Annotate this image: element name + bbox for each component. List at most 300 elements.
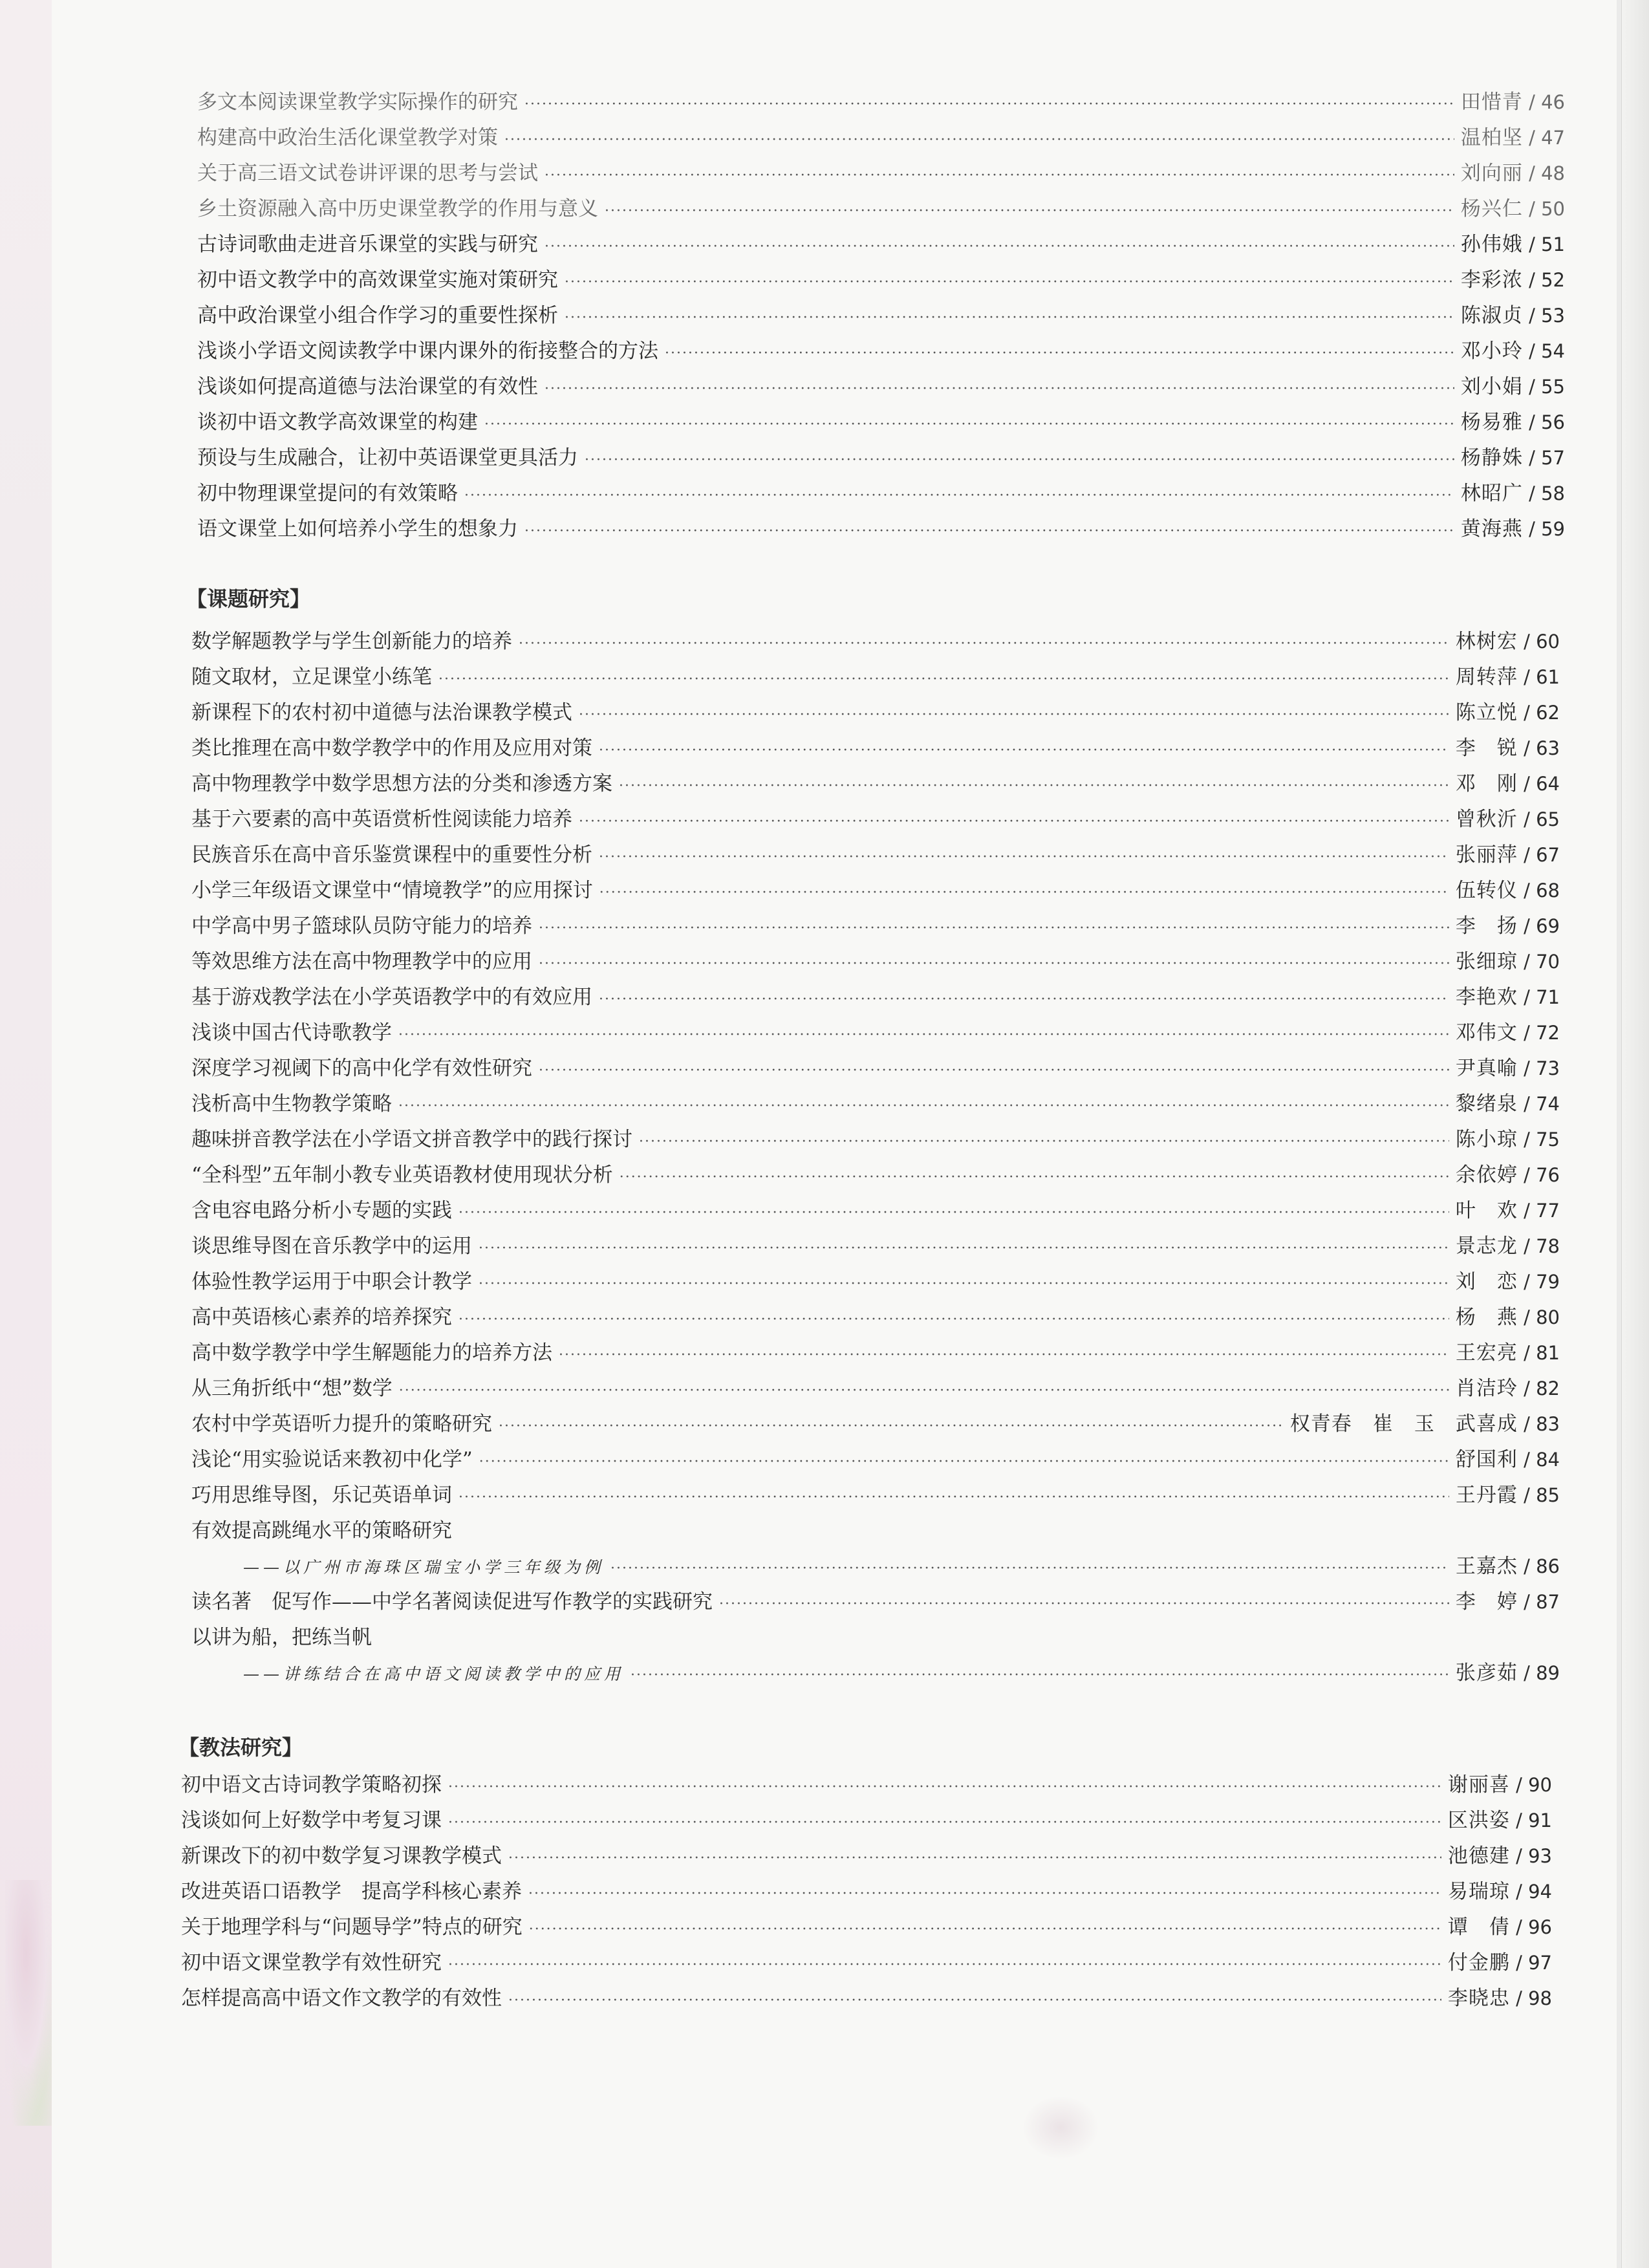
dot-leader bbox=[599, 986, 1449, 1014]
toc-entry bbox=[197, 159, 1565, 190]
entry-author: 杨兴仁 bbox=[1460, 197, 1523, 221]
entry-page-number: 90 bbox=[1528, 1774, 1552, 1796]
entry-author: 李彩浓 bbox=[1460, 268, 1523, 292]
entry-title: 有效提高跳绳水平的策略研究 bbox=[191, 1519, 452, 1542]
entry-author-page bbox=[1456, 947, 1560, 976]
entry-author-page bbox=[1456, 663, 1560, 691]
page-separator: / bbox=[1517, 631, 1536, 653]
entry-author: 杨静姝 bbox=[1460, 446, 1523, 470]
page-separator: / bbox=[1509, 1881, 1529, 1903]
entry-title: 初中语文古诗词教学策略初探 bbox=[181, 1773, 442, 1797]
toc-entry bbox=[191, 947, 1560, 978]
entry-author: 李 婷 bbox=[1455, 1590, 1518, 1614]
toc-entry bbox=[181, 1913, 1552, 1944]
entry-title: 谈思维导图在音乐教学中的运用 bbox=[191, 1235, 472, 1258]
entry-author: 权青春 崔 玉 武喜成 bbox=[1289, 1412, 1518, 1436]
entry-author: 尹真喻 bbox=[1455, 1057, 1518, 1080]
entry-author: 李晓忠 bbox=[1447, 1987, 1510, 2010]
toc-entry bbox=[181, 1984, 1552, 2015]
entry-title: 谈初中语文教学高效课堂的构建 bbox=[197, 411, 478, 434]
dot-leader bbox=[579, 808, 1449, 836]
entry-author-page bbox=[1456, 983, 1560, 1011]
entry-author-page bbox=[1456, 1481, 1560, 1509]
entry-page-number: 55 bbox=[1541, 376, 1565, 398]
toc-entry bbox=[191, 1303, 1560, 1334]
page-separator: / bbox=[1517, 1484, 1536, 1506]
page-separator: / bbox=[1517, 1200, 1536, 1222]
dot-leader bbox=[579, 701, 1449, 729]
toc-entry bbox=[191, 1410, 1560, 1441]
entry-title: 初中语文教学中的高效课堂实施对策研究 bbox=[197, 268, 558, 292]
entry-author-page bbox=[1456, 805, 1560, 834]
dot-leader bbox=[458, 1199, 1449, 1227]
toc-entry bbox=[191, 805, 1560, 836]
entry-page-number: 85 bbox=[1536, 1484, 1560, 1506]
entry-author: 温柏坚 bbox=[1460, 126, 1523, 149]
entry-author-page bbox=[1461, 124, 1565, 152]
dot-leader bbox=[479, 1448, 1449, 1476]
dot-leader bbox=[399, 1377, 1449, 1405]
toc-entry bbox=[191, 663, 1560, 694]
page-separator: / bbox=[1517, 1449, 1536, 1471]
entry-author: 张丽萍 bbox=[1455, 843, 1518, 867]
page-separator: / bbox=[1509, 1845, 1529, 1867]
entry-title: 乡土资源融入高中历史课堂教学的作用与意义 bbox=[197, 197, 598, 221]
entry-author: 李 锐 bbox=[1455, 737, 1518, 760]
page-separator: / bbox=[1509, 1916, 1529, 1938]
toc-entry bbox=[191, 876, 1560, 907]
entry-author-page bbox=[1456, 770, 1560, 798]
entry-author: 林昭广 bbox=[1460, 482, 1523, 505]
entry-author-page bbox=[1456, 1445, 1560, 1474]
entry-author: 邓 刚 bbox=[1455, 772, 1518, 795]
entry-author: 区洪姿 bbox=[1447, 1809, 1510, 1832]
dot-leader bbox=[539, 950, 1449, 978]
toc-entry bbox=[181, 1877, 1552, 1908]
entry-author-page bbox=[1461, 230, 1565, 259]
page-separator: / bbox=[1517, 773, 1536, 795]
entry-author-page bbox=[1456, 841, 1560, 869]
page-separator: / bbox=[1522, 518, 1542, 540]
entry-page-number: 74 bbox=[1536, 1093, 1560, 1115]
entry-page-number: 59 bbox=[1541, 518, 1565, 540]
entry-page-number: 87 bbox=[1536, 1591, 1560, 1613]
entry-title: 深度学习视阈下的高中化学有效性研究 bbox=[191, 1057, 532, 1080]
entry-title: 新课改下的初中数学复习课教学模式 bbox=[181, 1844, 502, 1868]
entry-author-page bbox=[1456, 1161, 1560, 1189]
page-separator: / bbox=[1517, 1662, 1536, 1684]
page-separator: / bbox=[1522, 269, 1542, 291]
entry-title: 农村中学英语听力提升的策略研究 bbox=[191, 1412, 492, 1436]
entry-author-page bbox=[1456, 1339, 1560, 1367]
entry-author-page bbox=[1456, 1090, 1560, 1118]
dot-leader bbox=[438, 665, 1449, 694]
page-separator: / bbox=[1522, 376, 1542, 398]
entry-author: 刘小娟 bbox=[1460, 375, 1523, 398]
dot-leader bbox=[585, 446, 1454, 475]
page-separator: / bbox=[1522, 482, 1542, 504]
toc-entry bbox=[197, 408, 1565, 439]
dot-leader bbox=[599, 879, 1449, 907]
dot-leader bbox=[458, 1484, 1449, 1512]
entry-author: 伍转仪 bbox=[1455, 879, 1518, 902]
entry-page-number: 70 bbox=[1536, 951, 1560, 973]
entry-author: 景志龙 bbox=[1455, 1235, 1518, 1258]
entry-title: 浅论“用实验说话来教初中化学” bbox=[191, 1448, 473, 1471]
entry-title: 民族音乐在高中音乐鉴赏课程中的重要性分析 bbox=[191, 843, 592, 867]
entry-page-number: 73 bbox=[1536, 1057, 1560, 1079]
dot-leader bbox=[398, 1021, 1449, 1050]
entry-title: 构建高中政治生活化课堂教学对策 bbox=[197, 126, 498, 149]
page-separator: / bbox=[1517, 1129, 1536, 1150]
entry-subtitle: ——讲练结合在高中语文阅读教学中的应用 bbox=[243, 1665, 625, 1683]
dot-leader bbox=[524, 517, 1454, 546]
entry-page-number: 96 bbox=[1528, 1916, 1552, 1938]
page-separator: / bbox=[1522, 162, 1542, 184]
entry-author-page bbox=[1456, 1659, 1560, 1687]
entry-title: 高中政治课堂小组合作学习的重要性探析 bbox=[197, 304, 558, 327]
entry-author: 李艳欢 bbox=[1455, 986, 1518, 1009]
entry-page-number: 60 bbox=[1536, 631, 1560, 653]
toc-entry bbox=[191, 1161, 1560, 1192]
entry-title: 关于地理学科与“问题导学”特点的研究 bbox=[181, 1916, 523, 1939]
entry-page-number: 72 bbox=[1536, 1022, 1560, 1044]
entry-page-number: 75 bbox=[1536, 1129, 1560, 1150]
entry-page-number: 61 bbox=[1536, 666, 1560, 688]
dot-leader bbox=[620, 1163, 1449, 1192]
entry-author: 陈立悦 bbox=[1455, 701, 1518, 724]
toc-entry bbox=[191, 1125, 1560, 1156]
page-separator: / bbox=[1522, 340, 1542, 362]
toc-entry bbox=[191, 1374, 1560, 1405]
page-separator: / bbox=[1522, 127, 1542, 149]
page-separator: / bbox=[1517, 986, 1536, 1008]
dot-leader bbox=[529, 1916, 1441, 1944]
entry-author-page bbox=[1456, 1125, 1560, 1154]
dot-leader bbox=[610, 1555, 1449, 1583]
toc-entry bbox=[197, 266, 1565, 297]
entry-author-page bbox=[1456, 627, 1560, 656]
toc-entry-title bbox=[191, 1623, 372, 1654]
entry-page-number: 89 bbox=[1536, 1662, 1560, 1684]
entry-page-number: 57 bbox=[1541, 447, 1565, 469]
entry-page-number: 98 bbox=[1528, 1987, 1552, 2009]
entry-page-number: 77 bbox=[1536, 1200, 1560, 1222]
entry-page-number: 79 bbox=[1536, 1271, 1560, 1293]
dot-leader bbox=[719, 1590, 1449, 1619]
entry-page-number: 52 bbox=[1541, 269, 1565, 291]
page-separator: / bbox=[1522, 305, 1542, 327]
entry-page-number: 81 bbox=[1536, 1342, 1560, 1364]
entry-author-page bbox=[1461, 195, 1565, 223]
entry-author: 肖洁玲 bbox=[1455, 1377, 1518, 1400]
entry-page-number: 67 bbox=[1536, 844, 1560, 866]
toc-entry bbox=[197, 195, 1565, 226]
toc-entry bbox=[181, 1806, 1552, 1837]
entry-author: 邓伟文 bbox=[1455, 1021, 1518, 1044]
entry-title: 浅析高中生物教学策略 bbox=[191, 1092, 392, 1116]
dot-leader bbox=[544, 375, 1454, 404]
toc-entry bbox=[191, 1588, 1560, 1619]
entry-author: 杨易雅 bbox=[1460, 411, 1523, 434]
entry-title: 从三角折纸中“想”数学 bbox=[191, 1377, 393, 1400]
entry-author-page bbox=[1461, 479, 1565, 508]
entry-author-page bbox=[1461, 159, 1565, 188]
entry-title: 怎样提高高中语文作文教学的有效性 bbox=[181, 1987, 502, 2010]
entry-author-page bbox=[1456, 876, 1560, 905]
toc-entry bbox=[191, 912, 1560, 943]
entry-author-page bbox=[1461, 444, 1565, 472]
entry-page-number: 68 bbox=[1536, 880, 1560, 902]
page-separator: / bbox=[1517, 808, 1536, 830]
entry-author-page bbox=[1448, 1806, 1552, 1835]
entry-title: 数学解题教学与学生创新能力的培养 bbox=[191, 630, 512, 653]
entry-title: 语文课堂上如何培养小学生的想象力 bbox=[197, 517, 518, 541]
page-separator: / bbox=[1517, 1093, 1536, 1115]
toc-entry bbox=[181, 1771, 1552, 1802]
entry-author-page bbox=[1456, 698, 1560, 727]
toc-entry bbox=[191, 1054, 1560, 1085]
entry-author-page bbox=[1456, 1374, 1560, 1403]
dot-leader bbox=[524, 91, 1454, 119]
entry-page-number: 78 bbox=[1536, 1235, 1560, 1257]
page-separator: / bbox=[1517, 1164, 1536, 1186]
page-separator: / bbox=[1517, 1591, 1536, 1613]
entry-page-number: 97 bbox=[1528, 1952, 1552, 1974]
page-separator: / bbox=[1517, 844, 1536, 866]
entry-page-number: 50 bbox=[1541, 198, 1565, 220]
entry-page-number: 58 bbox=[1541, 482, 1565, 504]
dot-leader bbox=[544, 233, 1454, 261]
page-separator: / bbox=[1517, 1413, 1536, 1435]
dot-leader bbox=[448, 1951, 1441, 1980]
entry-page-number: 84 bbox=[1536, 1449, 1560, 1471]
entry-page-number: 76 bbox=[1536, 1164, 1560, 1186]
entry-author: 张彦茹 bbox=[1455, 1661, 1518, 1685]
entry-title: 高中物理教学中数学思想方法的分类和渗透方案 bbox=[191, 772, 612, 795]
dot-leader bbox=[504, 126, 1454, 155]
dot-leader bbox=[448, 1773, 1441, 1802]
entry-author: 易瑞琼 bbox=[1447, 1880, 1510, 1903]
dot-leader bbox=[559, 1341, 1449, 1370]
page-separator: / bbox=[1517, 666, 1536, 688]
toc-entry bbox=[181, 1949, 1552, 1980]
entry-title: 关于高三语文试卷讲评课的思考与尝试 bbox=[197, 162, 538, 185]
entry-author-page bbox=[1456, 1019, 1560, 1047]
dot-leader bbox=[599, 843, 1449, 872]
entry-author-page bbox=[1448, 1877, 1552, 1906]
entry-page-number: 48 bbox=[1541, 162, 1565, 184]
entry-title: 随文取材，立足课堂小练笔 bbox=[191, 665, 432, 689]
entry-title: 改进英语口语教学 提高学科核心素养 bbox=[181, 1880, 522, 1903]
entry-page-number: 71 bbox=[1536, 986, 1560, 1008]
entry-author: 谭 倩 bbox=[1447, 1916, 1510, 1939]
toc-entry bbox=[191, 1339, 1560, 1370]
entry-author: 刘向丽 bbox=[1460, 162, 1523, 185]
entry-title: 等效思维方法在高中物理教学中的应用 bbox=[191, 950, 532, 973]
dot-leader bbox=[599, 737, 1449, 765]
toc-entry bbox=[191, 983, 1560, 1014]
page-separator: / bbox=[1517, 1235, 1536, 1257]
dot-leader bbox=[398, 1092, 1449, 1121]
entry-page-number: 47 bbox=[1541, 127, 1565, 149]
entry-author-page bbox=[1448, 1771, 1552, 1799]
entry-page-number: 56 bbox=[1541, 411, 1565, 433]
entry-author-page bbox=[1456, 1196, 1560, 1225]
entry-title: 以讲为船，把练当帆 bbox=[191, 1626, 372, 1649]
entry-author-page bbox=[1456, 1552, 1560, 1581]
entry-page-number: 63 bbox=[1536, 737, 1560, 759]
dot-leader bbox=[639, 1128, 1449, 1156]
dot-leader bbox=[508, 1844, 1441, 1873]
page-separator: / bbox=[1517, 880, 1536, 902]
entry-title: 趣味拼音教学法在小学语文拼音教学中的践行探讨 bbox=[191, 1128, 632, 1151]
entry-author: 陈淑贞 bbox=[1460, 304, 1523, 327]
entry-title: 新课程下的农村初中道德与法治课教学模式 bbox=[191, 701, 572, 724]
entry-title: 类比推理在高中数学教学中的作用及应用对策 bbox=[191, 737, 592, 760]
page-separator: / bbox=[1522, 198, 1542, 220]
dot-leader bbox=[484, 411, 1454, 439]
entry-page-number: 80 bbox=[1536, 1306, 1560, 1328]
entry-author-page bbox=[1461, 373, 1565, 401]
entry-author: 李 扬 bbox=[1455, 914, 1518, 938]
dot-leader bbox=[565, 268, 1454, 297]
entry-author-page bbox=[1448, 1842, 1552, 1870]
entry-author-page bbox=[1461, 88, 1565, 116]
toc-entry bbox=[191, 1232, 1560, 1263]
toc-entry bbox=[197, 373, 1565, 404]
entry-page-number: 65 bbox=[1536, 808, 1560, 830]
entry-author: 余依婷 bbox=[1455, 1163, 1518, 1187]
entry-author: 张细琼 bbox=[1455, 950, 1518, 973]
dot-leader bbox=[605, 197, 1454, 226]
dot-leader bbox=[479, 1235, 1449, 1263]
page-separator: / bbox=[1517, 737, 1536, 759]
entry-author-page bbox=[1461, 337, 1565, 365]
page-separator: / bbox=[1522, 447, 1542, 469]
entry-author: 池德建 bbox=[1447, 1844, 1510, 1868]
entry-author: 叶 欢 bbox=[1455, 1199, 1518, 1222]
page-separator: / bbox=[1509, 1952, 1529, 1974]
toc-entry bbox=[243, 1552, 1560, 1583]
toc-entry bbox=[191, 627, 1560, 658]
toc-entry bbox=[191, 1090, 1560, 1121]
page-separator: / bbox=[1517, 951, 1536, 973]
entry-author: 付金鹏 bbox=[1447, 1951, 1510, 1974]
entry-page-number: 69 bbox=[1536, 915, 1560, 937]
entry-title: 中学高中男子篮球队员防守能力的培养 bbox=[191, 914, 532, 938]
page-separator: / bbox=[1522, 233, 1542, 255]
entry-author: 周转萍 bbox=[1455, 665, 1518, 689]
toc-entry bbox=[197, 230, 1565, 261]
entry-author-page bbox=[1456, 1588, 1560, 1616]
entry-page-number: 64 bbox=[1536, 773, 1560, 795]
entry-page-number: 93 bbox=[1528, 1845, 1552, 1867]
toc-entry bbox=[197, 124, 1565, 155]
entry-title: 初中物理课堂提问的有效策略 bbox=[197, 482, 458, 505]
entry-author: 谢丽喜 bbox=[1447, 1773, 1510, 1797]
entry-title: 浅谈如何提高道德与法治课堂的有效性 bbox=[197, 375, 538, 398]
entry-title: 巧用思维导图，乐记英语单词 bbox=[191, 1484, 452, 1507]
entry-title: 读名著 促写作——中学名著阅读促进写作教学的实践研究 bbox=[191, 1590, 713, 1614]
entry-page-number: 51 bbox=[1541, 233, 1565, 255]
entry-title: 浅谈小学语文阅读教学中课内课外的衔接整合的方法 bbox=[197, 340, 658, 363]
entry-title: 含电容电路分析小专题的实践 bbox=[191, 1199, 452, 1222]
dot-leader bbox=[539, 914, 1449, 943]
page-separator: / bbox=[1517, 1306, 1536, 1328]
entry-page-number: 62 bbox=[1536, 702, 1560, 724]
page-separator: / bbox=[1517, 1057, 1536, 1079]
entry-title: 小学三年级语文课堂中“情境教学”的应用探讨 bbox=[191, 879, 593, 902]
entry-author: 刘 恋 bbox=[1455, 1270, 1518, 1293]
toc-entry bbox=[191, 698, 1560, 729]
page-separator: / bbox=[1522, 91, 1542, 113]
toc-entry bbox=[191, 1481, 1560, 1512]
toc-entry bbox=[197, 444, 1565, 475]
entry-author-page bbox=[1461, 515, 1565, 543]
entry-author-page bbox=[1448, 1984, 1552, 2013]
entry-page-number: 53 bbox=[1541, 305, 1565, 327]
entry-author: 王宏亮 bbox=[1455, 1341, 1518, 1365]
page-separator: / bbox=[1517, 1555, 1536, 1577]
dot-leader bbox=[458, 1306, 1449, 1334]
entry-page-number: 86 bbox=[1536, 1555, 1560, 1577]
entry-author: 田惜青 bbox=[1460, 91, 1523, 114]
page-separator: / bbox=[1517, 1342, 1536, 1364]
toc-entry bbox=[191, 1019, 1560, 1050]
entry-page-number: 82 bbox=[1536, 1377, 1560, 1399]
entry-author: 陈小琼 bbox=[1455, 1128, 1518, 1151]
entry-author-page bbox=[1461, 266, 1565, 294]
section-heading-jiaofayanjiu: 【教法研究】 bbox=[178, 1735, 303, 1760]
toc-entry bbox=[191, 841, 1560, 872]
entry-author: 孙伟娥 bbox=[1460, 233, 1523, 256]
dot-leader bbox=[519, 630, 1449, 658]
dot-leader bbox=[539, 1057, 1449, 1085]
toc-entry bbox=[243, 1659, 1560, 1690]
dot-leader bbox=[508, 1987, 1441, 2015]
toc-entry bbox=[181, 1842, 1552, 1873]
toc-entry bbox=[191, 770, 1560, 801]
entry-author: 黄海燕 bbox=[1460, 517, 1523, 541]
page-separator: / bbox=[1517, 1271, 1536, 1293]
entry-title: 多文本阅读课堂教学实际操作的研究 bbox=[197, 91, 518, 114]
entry-title: 浅谈中国古代诗歌教学 bbox=[191, 1021, 392, 1044]
entry-title: 基于游戏教学法在小学英语教学中的有效应用 bbox=[191, 986, 592, 1009]
toc-entry bbox=[191, 734, 1560, 765]
entry-title: 体验性教学运用于中职会计教学 bbox=[191, 1270, 472, 1293]
dot-leader bbox=[464, 482, 1454, 510]
toc-entry bbox=[197, 88, 1565, 119]
entry-author-page bbox=[1456, 1232, 1560, 1260]
entry-subtitle: ——以广州市海珠区瑞宝小学三年级为例 bbox=[243, 1558, 605, 1577]
entry-page-number: 94 bbox=[1528, 1881, 1552, 1903]
entry-author-page bbox=[1448, 1949, 1552, 1977]
entry-author: 邓小玲 bbox=[1460, 340, 1523, 363]
dot-leader bbox=[619, 772, 1449, 801]
entry-author-page bbox=[1456, 1268, 1560, 1296]
entry-title: 浅谈如何上好数学中考复习课 bbox=[181, 1809, 442, 1832]
page-separator: / bbox=[1517, 915, 1536, 937]
entry-page-number: 91 bbox=[1528, 1809, 1552, 1831]
entry-title: 高中英语核心素养的培养探究 bbox=[191, 1306, 452, 1329]
entry-page-number: 46 bbox=[1541, 91, 1565, 113]
page-separator: / bbox=[1509, 1987, 1529, 2009]
toc-entry bbox=[197, 479, 1565, 510]
entry-author: 舒国利 bbox=[1455, 1448, 1518, 1471]
entry-title: 预设与生成融合，让初中英语课堂更具活力 bbox=[197, 446, 578, 470]
page-separator: / bbox=[1517, 1022, 1536, 1044]
